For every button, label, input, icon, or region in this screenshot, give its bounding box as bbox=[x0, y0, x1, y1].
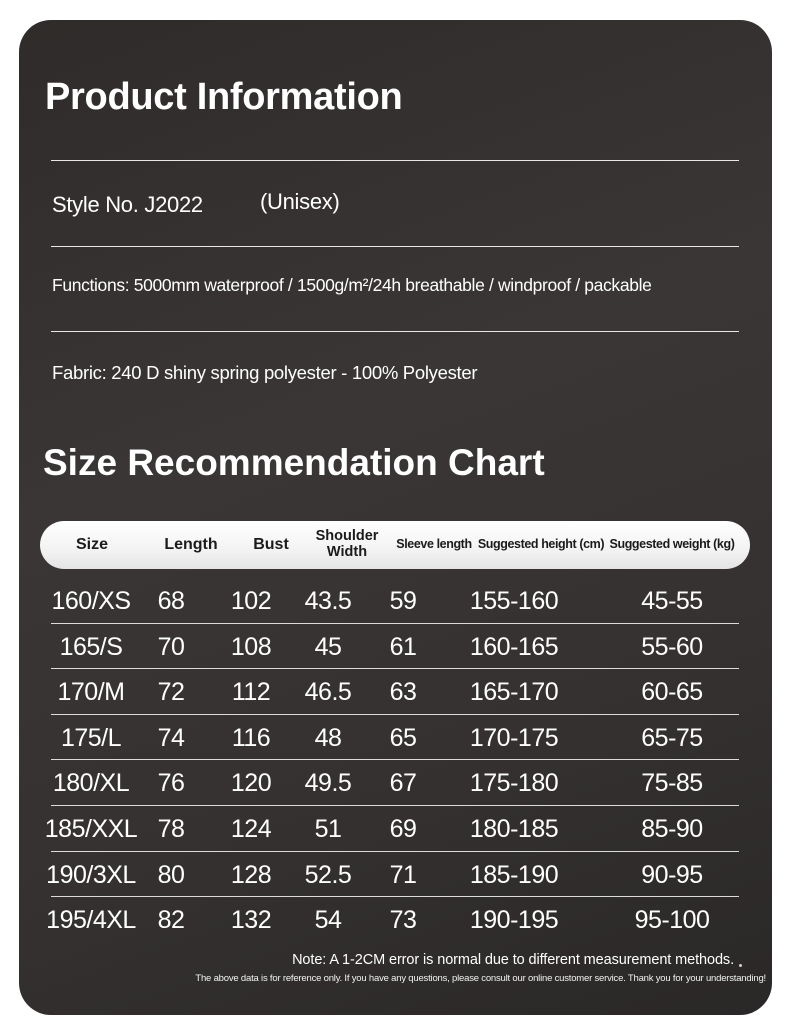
table-row bbox=[19, 852, 772, 898]
header-length: Length bbox=[164, 536, 218, 554]
cell-weight: 65-75 bbox=[641, 723, 703, 752]
measurement-note: Note: A 1-2CM error is normal due to different measurement methods. bbox=[292, 952, 734, 968]
cell-sleeve: 61 bbox=[389, 632, 417, 661]
cell-shoulder: 52.5 bbox=[304, 860, 352, 889]
cell-length: 76 bbox=[157, 769, 185, 798]
cell-bust: 112 bbox=[231, 678, 271, 707]
size-table-body bbox=[19, 578, 772, 943]
header-shoulder-line1: Shoulder bbox=[315, 528, 379, 545]
cell-length: 82 bbox=[157, 906, 185, 935]
divider bbox=[51, 331, 739, 332]
cell-length: 74 bbox=[157, 723, 185, 752]
cell-size: 175/L bbox=[60, 723, 122, 752]
cell-weight: 90-95 bbox=[641, 860, 703, 889]
cell-height: 190-195 bbox=[469, 906, 559, 935]
cell-shoulder: 49.5 bbox=[304, 769, 352, 798]
table-row bbox=[19, 715, 772, 761]
cell-bust: 124 bbox=[230, 814, 272, 843]
table-row bbox=[19, 578, 772, 624]
cell-weight: 75-85 bbox=[641, 769, 703, 798]
cell-size: 170/M bbox=[57, 678, 125, 707]
cell-weight: 55-60 bbox=[641, 632, 703, 661]
header-sleeve-length: Sleeve length bbox=[396, 537, 472, 552]
header-size: Size bbox=[75, 536, 108, 554]
cell-shoulder: 45 bbox=[314, 632, 342, 661]
cell-sleeve: 59 bbox=[389, 587, 417, 615]
product-info-card bbox=[19, 20, 772, 1015]
divider bbox=[51, 246, 739, 247]
cell-height: 170-175 bbox=[469, 723, 559, 752]
cell-length: 78 bbox=[157, 814, 185, 843]
cell-weight: 95-100 bbox=[634, 906, 710, 935]
cell-height: 175-180 bbox=[469, 769, 559, 798]
cell-bust: 108 bbox=[230, 632, 272, 661]
cell-sleeve: 71 bbox=[389, 860, 417, 889]
cell-weight: 85-90 bbox=[641, 814, 703, 843]
cell-sleeve: 63 bbox=[389, 678, 417, 707]
cell-size: 190/3XL bbox=[46, 860, 136, 889]
cell-size: 180/XL bbox=[52, 769, 130, 798]
cell-length: 72 bbox=[157, 678, 185, 707]
cell-size: 185/XXL bbox=[44, 814, 138, 843]
decorative-dot bbox=[739, 964, 742, 967]
header-suggested-weight: Suggested weight (kg) bbox=[609, 537, 735, 552]
table-row bbox=[19, 624, 772, 670]
divider bbox=[51, 160, 739, 161]
size-table-header bbox=[40, 521, 750, 569]
header-suggested-height: Suggested height (cm) bbox=[477, 537, 605, 552]
cell-height: 160-165 bbox=[469, 632, 559, 661]
cell-shoulder: 46.5 bbox=[304, 678, 352, 707]
cell-height: 185-190 bbox=[469, 860, 559, 889]
cell-bust: 120 bbox=[230, 769, 272, 798]
gender-label: (Unisex) bbox=[260, 189, 340, 214]
cell-length: 68 bbox=[157, 587, 185, 615]
style-number: Style No. J2022 bbox=[52, 192, 203, 217]
cell-weight: 45-55 bbox=[641, 587, 703, 615]
cell-bust: 128 bbox=[230, 860, 272, 889]
cell-bust: 116 bbox=[231, 723, 271, 752]
cell-sleeve: 65 bbox=[389, 723, 417, 752]
table-row bbox=[19, 806, 772, 852]
cell-size: 165/S bbox=[59, 632, 123, 661]
cell-size: 195/4XL bbox=[46, 906, 136, 935]
header-shoulder-line2: Width bbox=[326, 544, 368, 560]
cell-shoulder: 51 bbox=[314, 814, 342, 843]
cell-size: 160/XS bbox=[51, 587, 131, 615]
cell-height: 165-170 bbox=[469, 678, 559, 707]
cell-sleeve: 73 bbox=[389, 906, 417, 935]
cell-shoulder: 48 bbox=[314, 723, 342, 752]
fabric-text: Fabric: 240 D shiny spring polyester - 100% Polyester bbox=[52, 362, 478, 383]
cell-height: 155-160 bbox=[469, 587, 559, 615]
table-row bbox=[19, 897, 772, 943]
disclaimer-text: The above data is for reference only. If you have any questions, please consult our online customer service. Thank you for your understanding! bbox=[195, 973, 766, 984]
product-information-heading: Product Information bbox=[45, 76, 403, 118]
cell-bust: 102 bbox=[230, 587, 272, 615]
cell-length: 70 bbox=[157, 632, 185, 661]
header-bust: Bust bbox=[253, 536, 289, 554]
cell-sleeve: 69 bbox=[389, 814, 417, 843]
cell-shoulder: 43.5 bbox=[304, 587, 352, 615]
functions-text: Functions: 5000mm waterproof / 1500g/m²/24h breathable / windproof / packable bbox=[52, 275, 652, 295]
table-row bbox=[19, 669, 772, 715]
cell-bust: 132 bbox=[230, 906, 272, 935]
cell-height: 180-185 bbox=[469, 814, 559, 843]
header-shoulder-width bbox=[307, 521, 387, 569]
cell-weight: 60-65 bbox=[641, 678, 703, 707]
table-row bbox=[19, 760, 772, 806]
size-chart-heading: Size Recommendation Chart bbox=[43, 442, 545, 483]
cell-shoulder: 54 bbox=[314, 906, 342, 935]
cell-length: 80 bbox=[157, 860, 185, 889]
cell-sleeve: 67 bbox=[389, 769, 417, 798]
